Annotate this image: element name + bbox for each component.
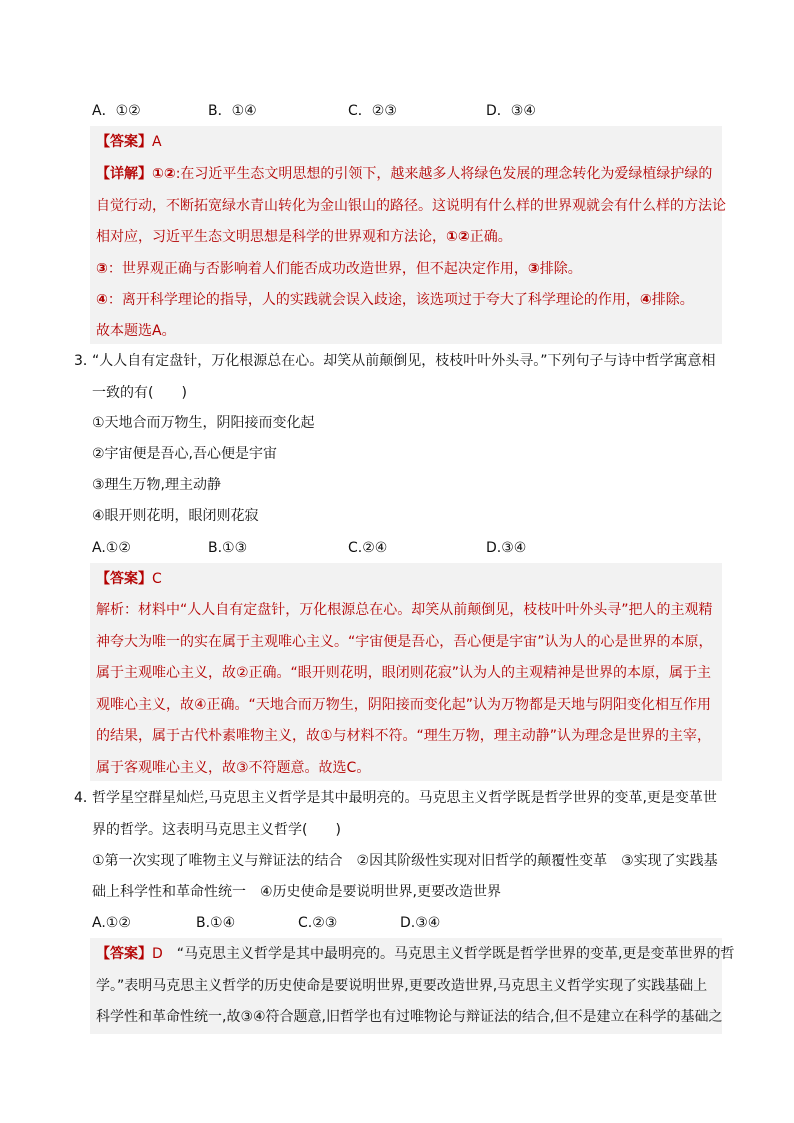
q2-detail-line-1: 【详解】①②:在习近平生态文明思想的引领下，越来越多人将绿色发展的理念转化为爱绿植绿护绿的 — [96, 166, 713, 182]
q4-exp-line-2: 学。”表明马克思主义哲学的历史使命是要说明世界,更要改造世界,马克思主义哲学实现了实践基础上 — [96, 978, 708, 994]
q2-answer-line — [96, 132, 162, 152]
q3-option-d: D.③④ — [486, 540, 527, 556]
answer-tag: 【答案】 — [96, 134, 152, 150]
q3-exp-line-3: 属于主观唯心主义，故②正确。“眼开则花明，眼闭则花寂”认为人的主观精神是世界的本原，属于主 — [96, 665, 712, 681]
q4-stem-line-2: 界的哲学。这表明马克思主义哲学( ) — [92, 822, 341, 838]
q4-items-line-1: ①第一次实现了唯物主义与辩证法的结合 ②因其阶级性实现对旧哲学的颠覆性变革 ③实现了实践基 — [92, 853, 718, 869]
q3-stem-line-1: “人人自有定盘针，万化根源总在心。却笑从前颠倒见，枝枝叶叶外头寻。”下列句子与诗中哲学寓意相 — [92, 353, 716, 369]
q3-exp-line-1: 解析：材料中“人人自有定盘针，万化根源总在心。却笑从前颠倒见，枝枝叶叶外头寻”把人的主观精 — [96, 602, 713, 618]
q4-option-b: B.①④ — [196, 915, 236, 931]
q2-detail-line-6: 故本题选A。 — [96, 323, 176, 339]
q4-option-a: A.①② — [92, 915, 131, 931]
q4-items-line-2: 础上科学性和革命性统一 ④历史使命是要说明世界,更要改造世界 — [92, 884, 501, 900]
q3-item-2: ②宇宙便是吾心,吾心便是宇宙 — [92, 446, 278, 462]
q2-option-d: D．③④ — [486, 103, 536, 119]
q3-number: 3． — [74, 353, 97, 369]
q2-option-b: B．①④ — [208, 103, 257, 119]
q3-option-b: B.①③ — [208, 540, 248, 556]
q3-stem-line-2: 一致的有( ) — [92, 385, 187, 401]
q3-exp-line-4: 观唯心主义，故④正确。“天地合而万物生，阴阳接而变化起”认为万物都是天地与阴阳变化相互作用 — [96, 697, 712, 713]
detail-tag: 【详解】 — [96, 166, 152, 182]
q2-detail-line-5: ④：离开科学理论的指导，人的实践就会误入歧途，该选项过于夸大了科学理论的作用，④排除。 — [96, 292, 694, 308]
q2-answer-block — [90, 126, 726, 344]
q2-detail-line-4: ③：世界观正确与否影响着人们能否成功改造世界，但不起决定作用，③排除。 — [96, 261, 582, 277]
q3-exp-line-2: 神夸大为唯一的实在属于主观唯心主义。“宇宙便是吾心，吾心便是宇宙”认为人的心是世界的本原， — [96, 634, 713, 650]
q3-item-3: ③理生万物,理主动静 — [92, 477, 222, 493]
q4-option-d: D.③④ — [400, 915, 441, 931]
q3-exp-line-5: 的结果，属于古代朴素唯物主义，故①与材料不符。“理生万物，理主动静”认为理念是世界的主宰， — [96, 728, 712, 744]
q3-answer-line: 【答案】C — [96, 571, 162, 587]
q4-exp-line-3: 科学性和革命性统一,故③④符合题意,旧哲学也有过唯物论与辩证法的结合,但不是建立在科学的基础之 — [96, 1009, 723, 1025]
q3-option-a: A.①② — [92, 540, 131, 556]
q4-stem-line-1: 哲学星空群星灿烂,马克思主义哲学是其中最明亮的。马克思主义哲学既是哲学世界的变革,更是变革世 — [92, 790, 717, 806]
q2-detail-line-2: 自觉行动，不断拓宽绿水青山转化为金山银山的路径。这说明有什么样的世界观就会有什么样的方法论 — [96, 198, 726, 214]
q3-option-c: C.②④ — [348, 540, 388, 556]
q3-exp-line-6: 属于客观唯心主义，故③不符题意。故选C。 — [96, 760, 371, 776]
q4-number: 4． — [74, 790, 97, 806]
q4-option-c: C.②③ — [298, 915, 338, 931]
answer-value: A — [152, 134, 162, 150]
q2-option-a: A．①② — [92, 103, 141, 119]
q2-detail-line-3: 相对应，习近平生态文明思想是科学的世界观和方法论，①②正确。 — [96, 229, 512, 245]
q2-option-c: C．②③ — [348, 103, 397, 119]
q4-answer-block — [90, 938, 735, 1034]
q3-answer-block — [90, 563, 722, 781]
q4-answer-line: 【答案】D “马克思主义哲学是其中最明亮的。马克思主义哲学既是哲学世界的变革,更是变革世界的哲 — [96, 946, 735, 962]
q3-item-4: ④眼开则花明，眼闭则花寂 — [92, 508, 259, 524]
q3-item-1: ①天地合而万物生，阴阳接而变化起 — [92, 415, 315, 431]
